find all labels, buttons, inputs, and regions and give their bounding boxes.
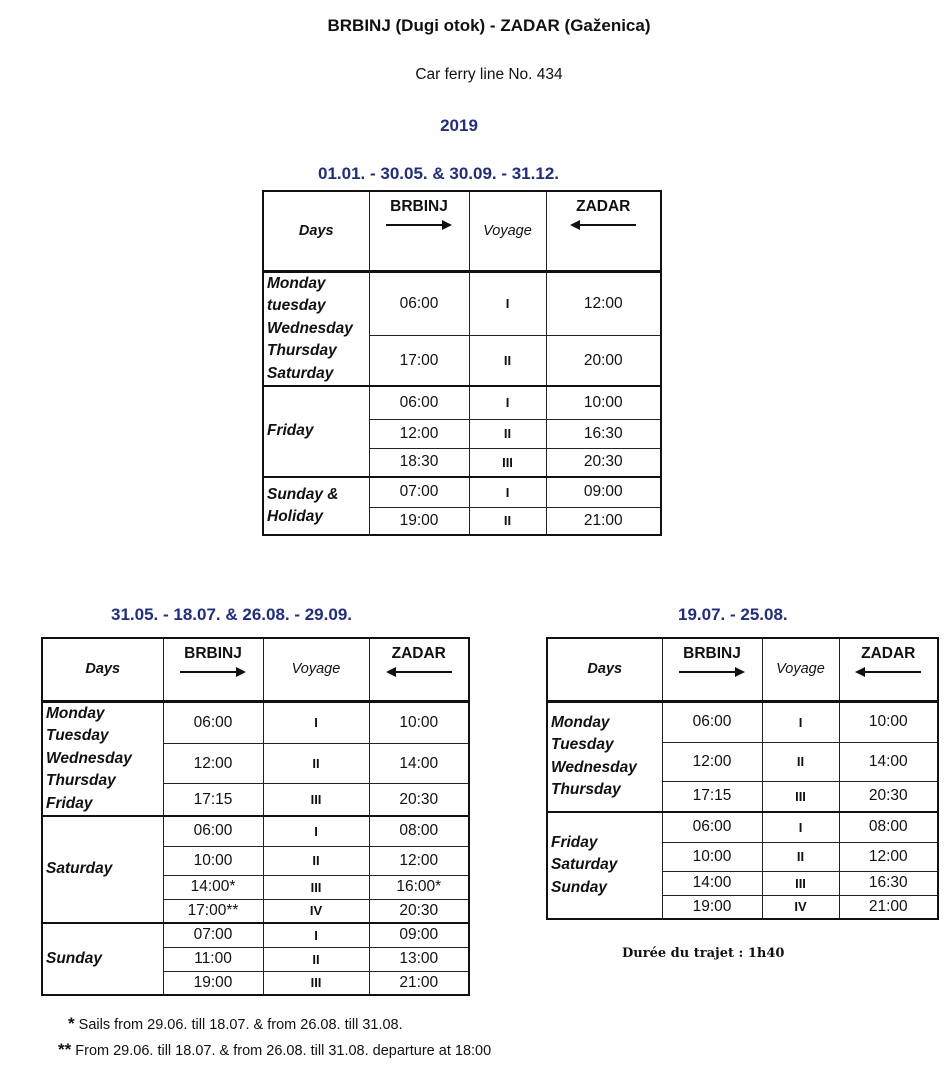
return-time: 08:00 bbox=[839, 812, 938, 842]
day-label: Thursday bbox=[551, 781, 621, 799]
day-label: Tuesday bbox=[46, 727, 109, 744]
voyage-number: III bbox=[762, 871, 839, 895]
return-time: 13:00 bbox=[369, 947, 469, 971]
return-time: 12:00 bbox=[839, 842, 938, 871]
day-label: Sunday bbox=[46, 949, 102, 967]
day-label: Tuesday bbox=[551, 736, 614, 754]
table1-period: 01.01. - 30.05. & 30.09. - 31.12. bbox=[318, 164, 559, 183]
voyage-number: II bbox=[263, 846, 369, 875]
footnote-2-text: From 29.06. till 18.07. & from 26.08. till 31.08. departure at 18:00 bbox=[71, 1043, 492, 1059]
departure-time: 06:00 bbox=[662, 701, 762, 742]
departure-time: 19:00 bbox=[163, 971, 263, 995]
arrow-left-icon bbox=[386, 667, 452, 677]
table2-period: 31.05. - 18.07. & 26.08. - 29.09. bbox=[111, 605, 352, 624]
days-cell bbox=[547, 812, 662, 919]
table-row bbox=[42, 923, 469, 947]
return-time: 20:00 bbox=[546, 336, 661, 386]
departure-time: 06:00 bbox=[369, 271, 469, 336]
departure-port-label: BRBINJ bbox=[390, 198, 448, 215]
arrow-right-icon bbox=[386, 220, 452, 230]
return-time: 14:00 bbox=[369, 743, 469, 783]
departure-time: 17:00 bbox=[369, 336, 469, 386]
voyage-number: III bbox=[263, 971, 369, 995]
day-label: Friday bbox=[551, 833, 598, 851]
return-time: 20:30 bbox=[369, 784, 469, 816]
voyage-number: III bbox=[263, 875, 369, 899]
arrow-right-icon bbox=[180, 667, 246, 677]
day-label: Saturday bbox=[267, 364, 334, 382]
voyage-number: III bbox=[762, 781, 839, 812]
table-row bbox=[263, 477, 661, 507]
day-label: Thursday bbox=[267, 342, 337, 359]
return-header bbox=[839, 638, 938, 701]
table-row bbox=[547, 701, 938, 742]
day-label: Monday bbox=[46, 704, 105, 722]
departure-header bbox=[369, 191, 469, 271]
return-time: 16:30 bbox=[546, 419, 661, 448]
day-label: Friday bbox=[267, 422, 314, 440]
return-time: 20:30 bbox=[546, 448, 661, 477]
departure-header bbox=[662, 638, 762, 701]
table-row bbox=[42, 701, 469, 743]
departure-time: 17:15 bbox=[662, 781, 762, 812]
voyage-number: I bbox=[263, 816, 369, 846]
departure-time: 17:15 bbox=[163, 784, 263, 816]
voyage-number: I bbox=[762, 812, 839, 842]
return-time: 09:00 bbox=[369, 923, 469, 947]
day-label: Sunday & bbox=[267, 485, 339, 503]
return-header bbox=[369, 638, 469, 701]
voyage-number: II bbox=[469, 419, 546, 448]
departure-time: 06:00 bbox=[163, 701, 263, 743]
return-port-label: ZADAR bbox=[576, 198, 631, 215]
day-label: Holiday bbox=[267, 508, 323, 525]
table3-period: 19.07. - 25.08. bbox=[678, 605, 788, 624]
departure-time: 06:00 bbox=[369, 386, 469, 419]
return-port-label: ZADAR bbox=[391, 645, 446, 662]
day-label: Wednesday bbox=[551, 758, 637, 776]
schedule-year: 2019 bbox=[440, 116, 478, 135]
return-time: 20:30 bbox=[839, 781, 938, 812]
departure-time: 19:00 bbox=[369, 507, 469, 535]
day-label: Wednesday bbox=[267, 319, 353, 337]
return-time: 08:00 bbox=[369, 816, 469, 846]
departure-time: 07:00 bbox=[163, 923, 263, 947]
departure-time: 06:00 bbox=[163, 816, 263, 846]
departure-time: 14:00* bbox=[163, 875, 263, 899]
footnote-2-mark: ** bbox=[58, 1040, 72, 1059]
timetable-2 bbox=[41, 637, 470, 996]
days-cell bbox=[42, 816, 163, 923]
voyage-number: III bbox=[469, 448, 546, 477]
days-cell bbox=[263, 477, 369, 535]
departure-time: 06:00 bbox=[662, 812, 762, 842]
departure-time: 12:00 bbox=[369, 419, 469, 448]
voyage-number: IV bbox=[263, 899, 369, 923]
departure-time: 11:00 bbox=[163, 947, 263, 971]
day-label: Saturday bbox=[551, 856, 618, 874]
return-port-label: ZADAR bbox=[861, 645, 916, 662]
day-label: Sunday bbox=[551, 878, 607, 896]
voyage-number: II bbox=[762, 842, 839, 871]
return-time: 10:00 bbox=[546, 386, 661, 419]
days-header: Days bbox=[263, 191, 369, 271]
timetable-1 bbox=[262, 190, 662, 536]
footnote-1-text: Sails from 29.06. till 18.07. & from 26.08. till 31.08. bbox=[74, 1017, 403, 1033]
footnote-1-mark: * bbox=[68, 1014, 75, 1033]
departure-time: 10:00 bbox=[662, 842, 762, 871]
return-time: 20:30 bbox=[369, 899, 469, 923]
day-label: Wednesday bbox=[46, 749, 132, 767]
return-time: 10:00 bbox=[839, 701, 938, 742]
table-row bbox=[263, 271, 661, 336]
line-subtitle: Car ferry line No. 434 bbox=[415, 66, 563, 83]
arrow-right-icon bbox=[679, 667, 745, 677]
return-time: 14:00 bbox=[839, 742, 938, 781]
day-label: Monday bbox=[551, 713, 610, 731]
departure-time: 19:00 bbox=[662, 895, 762, 919]
header-row bbox=[263, 191, 661, 271]
voyage-number: I bbox=[263, 701, 369, 743]
voyage-header: Voyage bbox=[263, 638, 369, 701]
voyage-number: I bbox=[469, 386, 546, 419]
voyage-header: Voyage bbox=[469, 191, 546, 271]
return-time: 21:00 bbox=[369, 971, 469, 995]
voyage-number: II bbox=[469, 507, 546, 535]
table-row bbox=[547, 812, 938, 842]
return-time: 12:00 bbox=[369, 846, 469, 875]
day-label: tuesday bbox=[267, 297, 326, 314]
departure-time: 12:00 bbox=[163, 743, 263, 783]
voyage-number: IV bbox=[762, 895, 839, 919]
table-row bbox=[263, 386, 661, 419]
departure-time: 07:00 bbox=[369, 477, 469, 507]
days-cell bbox=[263, 271, 369, 386]
voyage-number: I bbox=[469, 477, 546, 507]
return-time: 21:00 bbox=[839, 895, 938, 919]
timetable-3 bbox=[546, 637, 939, 920]
departure-time: 10:00 bbox=[163, 846, 263, 875]
voyage-number: III bbox=[263, 784, 369, 816]
return-header bbox=[546, 191, 661, 271]
days-header: Days bbox=[547, 638, 662, 701]
return-time: 21:00 bbox=[546, 507, 661, 535]
return-time: 16:30 bbox=[839, 871, 938, 895]
page-title: BRBINJ (Dugi otok) - ZADAR (Gaženica) bbox=[327, 16, 651, 35]
departure-port-label: BRBINJ bbox=[184, 645, 242, 662]
day-label: Friday bbox=[46, 794, 93, 812]
header-row bbox=[42, 638, 469, 701]
departure-time: 12:00 bbox=[662, 742, 762, 781]
voyage-number: I bbox=[762, 701, 839, 742]
voyage-number: I bbox=[263, 923, 369, 947]
days-cell bbox=[547, 701, 662, 812]
voyage-number: II bbox=[762, 742, 839, 781]
return-time: 10:00 bbox=[369, 701, 469, 743]
departure-port-label: BRBINJ bbox=[683, 645, 741, 662]
return-time: 12:00 bbox=[546, 271, 661, 336]
return-time: 09:00 bbox=[546, 477, 661, 507]
arrow-left-icon bbox=[855, 667, 921, 677]
days-header: Days bbox=[42, 638, 163, 701]
voyage-number: II bbox=[263, 947, 369, 971]
days-cell bbox=[263, 386, 369, 477]
day-label: Monday bbox=[267, 274, 326, 292]
arrow-left-icon bbox=[570, 220, 636, 230]
departure-header bbox=[163, 638, 263, 701]
header-row bbox=[547, 638, 938, 701]
return-time: 16:00* bbox=[369, 875, 469, 899]
days-cell bbox=[42, 923, 163, 995]
departure-time: 17:00** bbox=[163, 899, 263, 923]
voyage-header: Voyage bbox=[762, 638, 839, 701]
footnote-1 bbox=[68, 1014, 403, 1034]
day-label: Thursday bbox=[46, 772, 116, 789]
voyage-number: II bbox=[469, 336, 546, 386]
voyage-number: I bbox=[469, 271, 546, 336]
table-row bbox=[42, 816, 469, 846]
voyage-number: II bbox=[263, 743, 369, 783]
departure-time: 18:30 bbox=[369, 448, 469, 477]
footnote-2 bbox=[58, 1040, 491, 1060]
days-cell bbox=[42, 701, 163, 816]
departure-time: 14:00 bbox=[662, 871, 762, 895]
trip-duration: Durée du trajet : 1h40 bbox=[622, 946, 785, 961]
day-label: Saturday bbox=[46, 860, 113, 878]
